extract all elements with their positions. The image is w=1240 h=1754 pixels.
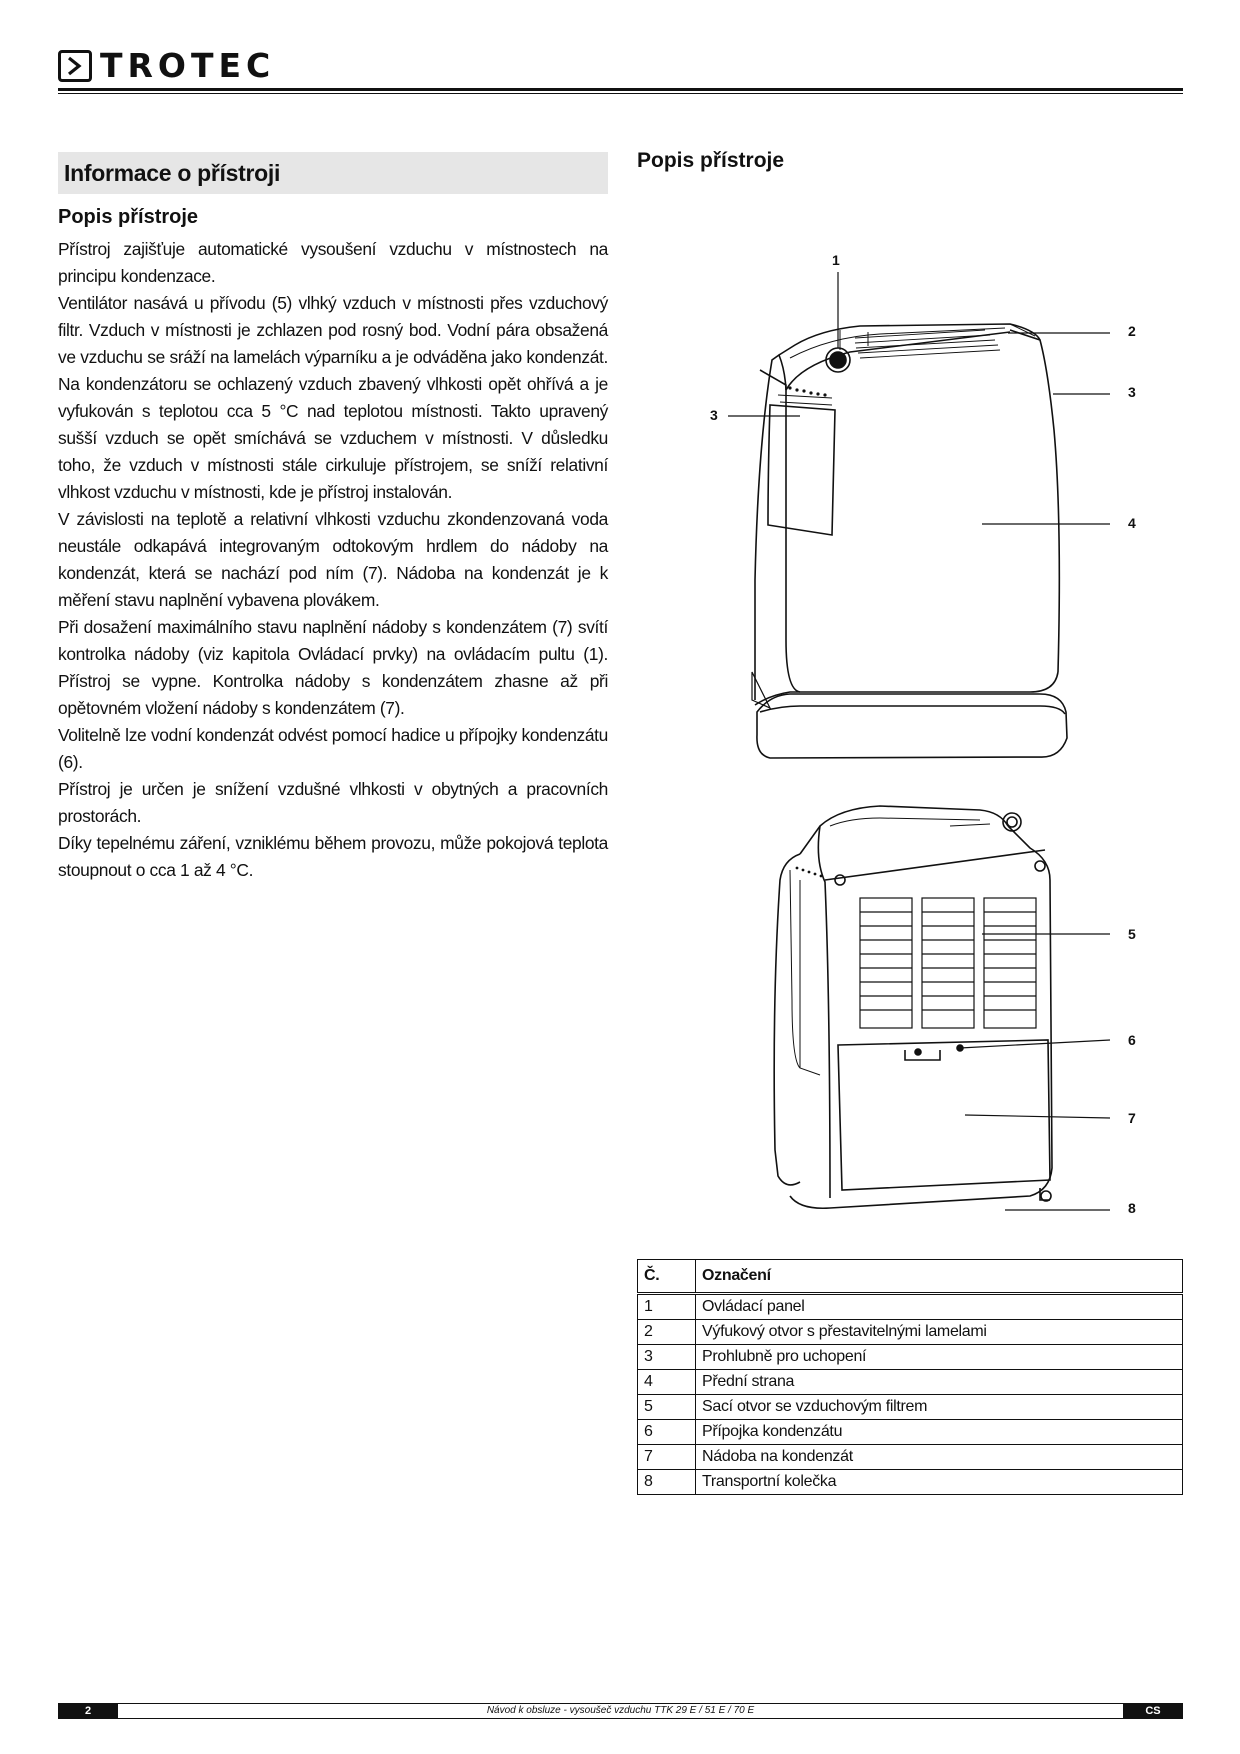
page-footer <box>58 1703 1183 1719</box>
callout-6: 6 <box>1128 1032 1136 1048</box>
subsection-title: Popis přístroje <box>58 206 199 228</box>
table-header-row <box>638 1260 1183 1294</box>
table-row <box>638 1470 1183 1495</box>
parts-legend-table <box>637 1259 1183 1495</box>
section-title: Informace o přístroji <box>58 152 608 194</box>
column-header-designation: Označení <box>696 1260 1183 1294</box>
row-number: 7 <box>638 1445 696 1470</box>
row-label: Prohlubně pro uchopení <box>696 1345 1183 1370</box>
row-label: Nádoba na kondenzát <box>696 1445 1183 1470</box>
row-number: 1 <box>638 1294 696 1320</box>
row-number: 5 <box>638 1395 696 1420</box>
callout-8: 8 <box>1128 1200 1136 1216</box>
paragraph: Přístroj zajišťuje automatické vysoušení vzduchu v místnostech na principu kondenzace. <box>58 239 608 286</box>
row-label: Sací otvor se vzduchovým filtrem <box>696 1395 1183 1420</box>
row-number: 8 <box>638 1470 696 1495</box>
callout-5: 5 <box>1128 926 1136 942</box>
table-row <box>638 1445 1183 1470</box>
document-title: Návod k obsluze - vysoušeč vzduchu TTK 29 E / 51 E / 70 E <box>118 1704 1123 1718</box>
paragraph: Díky tepelnému záření, vzniklému během provozu, může pokojová teplota stoupnout o cca 1 až 4 °C. <box>58 833 608 880</box>
row-number: 3 <box>638 1345 696 1370</box>
dehumidifier-front-illustration <box>752 324 1067 758</box>
table-row <box>638 1294 1183 1320</box>
paragraph: Ventilátor nasává u přívodu (5) vlhký vzduch v místnosti přes vzduchový filtr. Vzduch v místnosti je zchlazen pod rosný bod. Vodní pára obsažená ve vzduchu se sráží na lamelách výparníku a je odváděna jako kondenzát. Na kondenzátoru se ochlazený vzduch zbavený vlhkosti opět ohřívá a je vyfukován s teplotou cca 5 °C nad teplotou místnosti. Takto upravený sušší vzduch se opět smíchává se vzduchem v místnosti. V důsledku toho, že vzduch v místnosti stále cirkuluje přístrojem, se sníží relativní vlhkost vzduchu v místnosti, kde je přístroj instalován. <box>58 293 608 502</box>
callout-2: 2 <box>1128 323 1136 339</box>
row-label: Výfukový otvor s přestavitelnými lamelami <box>696 1320 1183 1345</box>
paragraph: Při dosažení maximálního stavu naplnění nádoby s kondenzátem (7) svítí kontrolka nádoby (viz kapitola Ovládací prvky) na ovládacím pultu (1). Přístroj se vypne. Kontrolka nádoby s kondenzátem zhasne až při opětovném vložení nádoby s kondenzátem (7). <box>58 617 608 718</box>
table-row <box>638 1370 1183 1395</box>
figure-title: Popis přístroje <box>637 149 785 172</box>
table-row <box>638 1395 1183 1420</box>
column-header-number: Č. <box>638 1260 696 1294</box>
callout-3-left: 3 <box>710 407 718 423</box>
callout-7: 7 <box>1128 1110 1136 1126</box>
row-label: Transportní kolečka <box>696 1470 1183 1495</box>
paragraph: Volitelně lze vodní kondenzát odvést pomocí hadice u přípojky kondenzátu (6). <box>58 725 608 772</box>
row-label: Přední strana <box>696 1370 1183 1395</box>
callout-4: 4 <box>1128 515 1136 531</box>
table-row <box>638 1345 1183 1370</box>
table-row <box>638 1420 1183 1445</box>
language-code: CS <box>1145 1705 1161 1717</box>
callout-1: 1 <box>832 252 840 268</box>
page-number: 2 <box>84 1705 92 1717</box>
dehumidifier-back-illustration <box>774 806 1052 1208</box>
row-number: 2 <box>638 1320 696 1345</box>
row-label: Ovládací panel <box>696 1294 1183 1320</box>
paragraph: V závislosti na teplotě a relativní vlhkosti vzduchu zkondenzovaná voda neustále odkapává integrovaným odtokovým hrdlem do nádoby na kondenzát, která se nachází pod ním (7). Nádoba na kondenzát je k měření stavu naplnění vybavena plovákem. <box>58 509 608 610</box>
table-row <box>638 1320 1183 1345</box>
row-number: 6 <box>638 1420 696 1445</box>
row-label: Přípojka kondenzátu <box>696 1420 1183 1445</box>
brand-name: TROTEC <box>100 46 276 85</box>
row-number: 4 <box>638 1370 696 1395</box>
paragraph: Přístroj je určen je snížení vzdušné vlhkosti v obytných a pracovních prostorách. <box>58 779 608 826</box>
callout-3-right: 3 <box>1128 384 1136 400</box>
